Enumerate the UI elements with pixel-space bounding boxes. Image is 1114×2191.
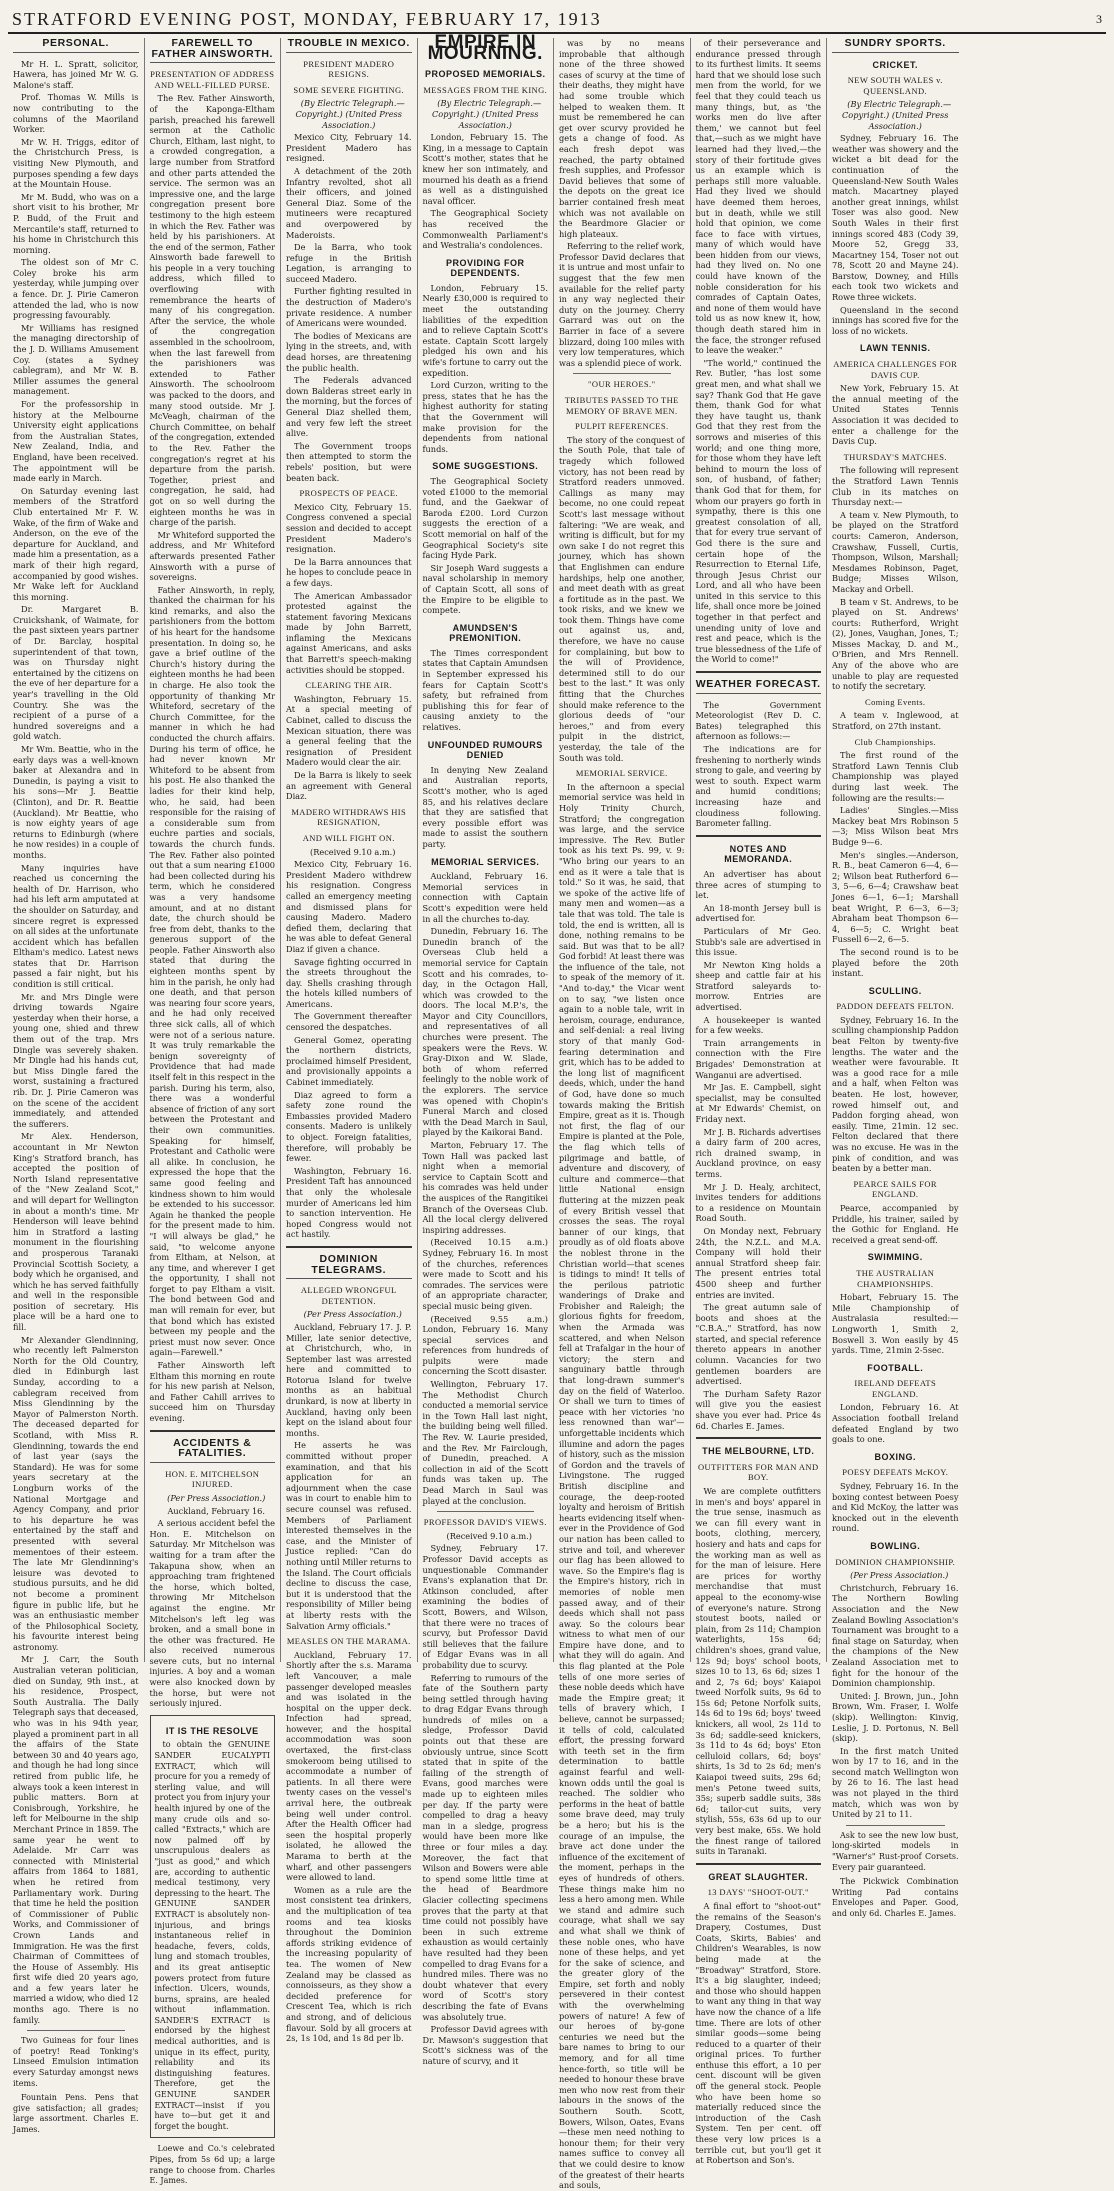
- memorial-paragraphs: [559, 782, 685, 2191]
- article-paragraph: The Government thereafter censored the despatches.: [286, 1011, 412, 1033]
- column-personal: [8, 37, 145, 2134]
- subheading: THURSDAY'S MATCHES.: [843, 451, 947, 462]
- subheading: MEMORIAL SERVICES.: [431, 856, 540, 867]
- article-paragraph: In the afternoon a special memorial service was held in Holy Trinity Church, Stratford; the congregation was large, and the service impressive. The Rev. Butler took as his text Ps. 99, v. 9: "Who bring our years to an end as it were a tale that is told." So it was, he said, that we spoke of the active life of many men and women—as a tale that was told. The tale is told, the end is written, all is done, nothing remains to be said. But was that to be all? God forbid! At least there was the influence of the tale, not to speak of the memory of it. "And to-day," the Vicar went on to say, "we listen once again to a noble tale, writ in heroism, courage, endurance, and self-denial: a real living story of that manly God-fearing determination and grit, which has to be added to the long list of magnificent deeds, which, under the hand of God, have done so much towards making the British Empire, great as it is. Though not first, the flag of our Empire is planted at the Pole, the flag which tells of pilgrimage and battle, of adventure and discovery, of culture and commerce—that little National ensign fluttering at the mizzen peak of every British vessel that crosses the seas. The royal banner of our kings, that proudly as of old floats above the noblest throne in the Christian world—that scenes is tidings to mind! It tells of the perilous patriotic wanderings of Drake and Frobisher and Raleigh; the glorious fights for freedom, when the Armada was scattered, and when Nelson fell at Trafalgar in the hour of victory; the stern and sanguinary battle through that long-drawn summer's day on the field of Waterloo. Or shall we turn to times of peace with her victories 'no less renowned than war'—unforgettable incidents which illumine and adorn the pages of history, such as the mission of Gordon and the travels of Livingstone. The rugged British discipline and courage, the deep-rooted loyalty and heroism of British hearts evidencing itself when-ever in the Providence of God our nation has been called to strive and toil, and wherever our flag has been allowed to wave. So the Empire's flag is the Empire's history, rich in memories of noble men passed away, and of their deeds which shall not pass away. So the colours bear witness to what men of our Empire have done, and to what they will do again. And this flag planted at the Pole tells of one more series of these noble deeds which have made the Empire great; it tells of bravery which, I believe, cannot be surpassed; it tells of cold, calculated effort, the pressing forward with teeth set in the firm determination to battle against fearful and well-known odds until the goal is reached. The soldier who performs in the heat of battle some brave deed, may truly be a hero; but his is the courage of an impulse, the brave act done under the influence of the excitement of the moment, perhaps in the eyes of hundreds of others. These things make him no less a hero among men. While we stand and admire such courage, what shall we say and what shall we think of these noble ones, who have none of these helps, and yet for the sake of science, and the greater glory of the Empire, set forth and nobly persevered in their contest with the overwhelming powers of nature! A few of our heroes of by-gone centuries we need but the bare names to bring to our memory, and for all time hence-forth, so title will be needed to honour these brave men who now rest from their labours in the snows of the Southern South. Scott, Bowers, Wilson, Oates, Evans—these men need nothing to honour them; for their very names suffice to convey all that we could desire to know of the greatest of their hearts and souls,: [559, 781, 685, 2191]
- article-paragraph: The Geographical Society has received the Commonwealth Parliament's and Westralia's condolences.: [422, 208, 548, 251]
- article-paragraph: Diaz agreed to form a safety zone round the Embassies provided Madero consents. Madero is unlikely to object. Foreign fatalities, therefore, will probably be fewer.: [286, 1089, 412, 1164]
- article-paragraph: On Monday next, February 24th, the N.Z.L. and M.A. Company will hold their annual Stratford sheep fair. The present entries total 4500 sheep and further entries are invited.: [695, 1225, 821, 1300]
- article-paragraph: Sydney, February 16. The weather was showery and the wicket a bit dead for the continuation of the Queensland-New South Wales match. Macartney played another great innings, whilst Toser was also good. New South Wales in their first innings scored 483 (Cody 39, Moore 52, Gregg 33, Macartney 154, Toser not out 78, Scott 20 and Mayne 24). Barstow, Downey, and Hills each took two wickets and Rowe three wickets.: [832, 133, 959, 303]
- article-paragraph: A detachment of the 20th Infantry revolted, shot all their officers, and joined General Diaz. Some of the mutineers were recaptured and overpowered by Maderoists.: [286, 165, 412, 240]
- section-heading-weather: WEATHER FORECAST.: [696, 679, 822, 694]
- advertisement: Two Guineas for four lines of poetry! Read Tonking's Linseed Emulsion intimation every Saturday amongst news items.: [13, 2036, 139, 2088]
- article-paragraph: Mr. and Mrs Dingle were driving towards Ngaire yesterday when their horse, a young one, shied and threw them out of the trap. Mrs Dingle was severely shaken. Mr Dingle had his hands cut, but Miss Dingle fared the worst, sustaining a fractured rib. Dr. J. Pirie Cameron was on the scene of the accident immediately, and attended the sufferers.: [13, 991, 139, 1129]
- subheading: SOME SUGGESTIONS.: [432, 461, 539, 472]
- article-paragraph: New York, February 15. At the annual meeting of the United States Tennis Association it was decided to enter a challenge for the Davis Cup.: [832, 383, 959, 447]
- article-paragraph: Mr W. H. Triggs, editor of the Christchurch Press, is visiting New Plymouth, and purposes spending a few days at the Mountain House.: [13, 136, 139, 190]
- divider: [573, 373, 671, 374]
- article-paragraph: Auckland, February 17. Shortly after the s.s. Marama left Vancouver, a male passenger developed measles and was isolated in the hospital on the upper deck. Infection had spread, however, and the hospital accommodation was soon overtaxed, the first-class smokeroom being utilised to accommodate a number of patients. In all there were twenty cases on the vessel's arrival here, the outbreak being well under control. After the Health Officer had seen the hospital properly isolated, he allowed the Marama to berth at the wharf, and other passengers were allowed to land.: [286, 1649, 412, 1883]
- subheading: SCULLING.: [868, 985, 922, 996]
- clearing-paragraphs: [286, 694, 412, 802]
- premonition-paragraphs: [423, 648, 549, 733]
- article-paragraph: The Rev. Father Ainsworth, of the Kaponga-Eltham parish, preached his farewell sermon at the Catholic Church, Eltham, last night, to a crowded congregation, a large number from Stratford and other parts attended the service. The sermon was an impressive one, and the large congregation present bore testimony to the high esteem in which the Rev. Father was held by his parishioners. At the end of the sermon, Father Ainsworth bade farewell to his people in a very touching address, which filled to overflowing with remembrance the hearts of many of his congregation. After the service, the whole of the congregation assembled in the schoolroom, when the last farewell from the parishioners was extended to Father Ainsworth. The schoolroom was packed to the doors, and many stood outside. Mr J. McVeagh, chairman of the Church Committee, on behalf of the congregation, extended to the Rev. Father the congregation's regret at his departure from the parish. Together, priest and congregation, he said, had got on so well during the eighteen months he was in charge of the parish.: [149, 93, 275, 528]
- subheading: SOME SEVERE FIGHTING.: [293, 84, 405, 95]
- section-heading-accidents: ACCIDENTS & FATALITIES.: [150, 1438, 276, 1463]
- article-paragraph: A serious accident befel the Hon. E. Mitchelson on Saturday. Mr Mitchelson was waiting for a tram after the Takapuna show, when an approaching tram frightened the horse, which bolted, throwing Mr Mitchelson against the engine. Mr Mitchelson's left leg was broken, and a small bone in the other was fractured. He also received numerous severe cuts, but no internal injuries. A boy and a woman were also knocked down by the horse, but were not seriously injured.: [149, 1518, 275, 1709]
- subheading: HON. E. MITCHELSON INJURED.: [165, 1468, 260, 1490]
- subheading: SWIMMING.: [867, 1252, 923, 1263]
- bowling-paragraphs: [832, 1583, 959, 1820]
- article-paragraph: Wellington, February 17. The Methodist Church conducted a memorial service in the Town Hall last night, the building being well filled. The Rev. W. Laurie presided, and the Rev. Mr Fairclough, of Dunedin, preached. A collection in aid of the Scott funds was taken up. The Dead March in Saul was played at the conclusion.: [422, 1379, 548, 1506]
- column-ainsworth: [145, 37, 282, 2186]
- subheading: LAWN TENNIS.: [860, 343, 931, 354]
- empire-paragraphs: [423, 132, 549, 251]
- notes-paragraphs: [696, 869, 822, 1431]
- divider: [696, 1437, 822, 1439]
- subheading: DOMINION CHAMPIONSHIP.: [835, 1556, 956, 1567]
- subheading: ALLEGED WRONGFUL DETENTION.: [300, 1285, 397, 1306]
- source-line: (By Electric Telegraph.—Copyright.) (United Press Association.): [842, 99, 952, 131]
- article-paragraph: Women as a rule are the most consistent tea drinkers, and the multiplication of tea rooms and tea kiosks throughout the Dominion affords striking evidence of the increasing popularity of tea. The women of New Zealand may be classed as connoisseurs, as they show a decided preference for Crescent Tea, which is rich and strong, and of delicious flavour. Sold by all grocers at 2s, 1s 10d, and 1s 8d per lb.: [286, 1884, 412, 2044]
- article-paragraph: (Received 10.15 a.m.) Sydney, February 16. In most of the churches, references were made to Scott and his comrades. The services were of an appropriate character, special music being given.: [422, 1237, 548, 1311]
- subheading: NEW SOUTH WALES v. QUEENSLAND.: [847, 75, 943, 96]
- article-paragraph: The second round is to be played before the 20th instant.: [832, 946, 959, 979]
- source-line: (By Electric Telegraph.—Copyright.) (United Press Association.): [432, 98, 542, 130]
- article-paragraph: A housekeeper is wanted for a few weeks.: [695, 1014, 821, 1036]
- article-paragraph: Sir Joseph Ward suggests a naval scholarship in memory of Captain Scott, all sons of the Empire to be eligible to compete.: [422, 562, 548, 616]
- boxing-paragraphs: [832, 1481, 959, 1534]
- divider: [286, 1246, 412, 1248]
- column-empire: [418, 32, 555, 2066]
- advertisement: Loewe and Co.'s celebrated Pipes, from 5s 6d up; a large range to choose from. Charles E. James.: [149, 2144, 275, 2186]
- subheading: IRELAND DEFEATS ENGLAND.: [854, 1378, 937, 1399]
- subheading: FOOTBALL.: [867, 1362, 924, 1373]
- article-paragraph: The Government troops then attempted to storm the rebels' position, but were beaten back.: [286, 440, 412, 483]
- article-paragraph: Many inquiries have reached us concerning the health of Dr. Harrison, who had his left arm amputated at the shoulder on Saturday, and sincere regret is expressed on all sides at the unfortunate accident which has befallen Eltham's medico. Latest news states that Dr. Harrison passed a fair night, but his condition is still critical.: [13, 862, 139, 990]
- subheading: PRESENTATION OF ADDRESS AND WELL-FILLED PURSE.: [150, 69, 275, 90]
- subheading: PEARCE SAILS FOR ENGLAND.: [853, 1178, 937, 1200]
- article-paragraph: Ladies' Singles.—Miss Mackey beat Mrs Robinson 5—3; Miss Wilson beat Mrs Budge 9—6.: [832, 805, 959, 847]
- article-paragraph: Mr Jas. E. Campbell, sight specialist, may be consulted at Mr Edwards' Chemist, on Friday next.: [695, 1082, 821, 1124]
- swimming-paragraphs: [832, 1292, 959, 1356]
- services-paragraphs: [423, 871, 549, 1506]
- pearce-paragraphs: [832, 1203, 959, 1245]
- dateline: Auckland, February 16.: [167, 1505, 265, 1516]
- section-heading-notes: NOTES AND MEMORANDA.: [724, 843, 793, 865]
- subheading: AMUNDSEN'S PREMONITION.: [449, 622, 522, 644]
- article-paragraph: Mexico City, February 14. President Madero has resigned.: [286, 132, 412, 164]
- advertisement: Fountain Pens. Pens that give satisfaction; all grades; large assortment. Charles E. James.: [13, 2093, 139, 2134]
- suggestions-paragraphs: [423, 476, 549, 616]
- columns: [8, 32, 1106, 2191]
- accident-paragraphs: [150, 1518, 276, 1709]
- article-paragraph: The Times correspondent states that Captain Amundsen in September expressed his fears for Captain Scott's safety, but refrained from publishing this for fear of causing anxiety to the relatives.: [422, 647, 548, 733]
- dependents-paragraphs: [423, 283, 549, 455]
- article-paragraph: Sydney, February 16. In the sculling championship Paddon beat Felton by twenty-five lengths. The water and the weather were favourable. It was a good race for a mile and a half, when Felton was beaten. He lost, however, rowed himself out, and Paddon forging ahead, won easily. Time, 21min. 12 sec. Felton declared that there was no excuse. He was in the pink of condition, and was beaten by a better man.: [832, 1014, 959, 1174]
- column-sports: [827, 37, 964, 1918]
- subheading: AMERICA CHALLENGES FOR DAVIS CUP.: [833, 359, 958, 380]
- section-heading-mexico: TROUBLE IN MEXICO.: [286, 38, 412, 53]
- column-heroes: [554, 38, 691, 2191]
- continued-paragraphs: [696, 38, 822, 665]
- article-paragraph: The American Ambassador protested against the statement favoring Mexicans made by John Barrett, inflaming the Mexicans against Americans, and asks that Barrett's speech-making activities should be stopped.: [286, 590, 412, 675]
- article-paragraph: A final effort to "shoot-out" the remains of the Season's Drapery, Costumes, Dust Coats, Skirts, Babies' and Children's Wearables, is now being made at the "Broadway" Stratford, Store. It's a big slaughter, indeed; and those who should happen to want any thing in that way have now the chance of a life time. There are lots of other similar goods—some being reduced to a quarter of their original prices. To further enthuse this effort, a 10 per cent. discount will be given off the general stock. People who have been home so materially reduced since the introduction of the Cash System. Ten per cent. off these very low prices is a terrible cut, but you'll get it at Robertson and Son's.: [695, 1900, 821, 2166]
- football-paragraphs: [832, 1402, 959, 1444]
- personal-paragraphs: [13, 59, 139, 2026]
- sculling-paragraphs: [832, 1015, 959, 1174]
- article-paragraph: The Federals advanced down Balderas street early in the morning, but the forces of General Diaz shelled them, and very few left the street alive.: [286, 375, 412, 439]
- article-paragraph: On Saturday evening last members of the Stratford Club entertained Mr F. W. Wake, of the firm of Wake and Anderson, on the eve of the departure for Auckland, and made him a presentation, as a mark of their high regard, accompanied by good wishes. Mr Wake left for Auckland this morning.: [13, 485, 139, 602]
- sander-advertisement: [150, 1715, 276, 2139]
- subheading: PROSPECTS OF PEACE.: [299, 488, 399, 499]
- tennis-paragraphs: [832, 383, 959, 447]
- melbourne-paragraphs: [696, 1486, 822, 1857]
- weather-paragraphs: [696, 700, 822, 829]
- subheading: PULPIT REFERENCES.: [575, 421, 669, 432]
- article-paragraph: Father Ainsworth, in reply, thanked the chairman for his kind remarks, and also the parishioners from the bottom of his heart for the handsome presentation. In doing so, he gave a brief outline of the Church's history during the eighteen months he had been in charge. He also took the opportunity of thanking Mr Whiteford, secretary of the Church Committee, for the manner in which he had conducted the church affairs. During his term of office, he had never known Mr Whiteford to be absent from his post. He also thanked the ladies for their kind help, who, he said, had been responsible for the raising of a considerable sum from euchre parties and socials, towards the church funds. The Rev. Father also pointed out that a sum nearing £1000 had been collected during his term, which he considered was a very handsome amount, and at no distant date, the church should be free from debt, thanks to the generous support of the people. Father Ainsworth also stated that during the eighteen months spent by him in the parish, he only had one death, and that person was nearing four score years, and he had only received three sick calls, all of which were not of a serious nature. It was truly remarkable the benign sovereignty of Providence that had made itself felt in this respect in the parish. During his term, also, there was a wonderful absence of friction of any sort between the Protestant and their own communities. Speaking for himself, Protestant and Catholic were all alike. In conclusion, he expressed the hope that the same good feeling and kindness shown to him would be extended to his successor. Again he thanked the people for the present made to him. "I will always be glad," he said, "to welcome anyone from Eltham, at Nelson, at any time, and wherever I get the opportunity, I shall not forget to pay Eltham a visit. The bond between God and man will remain for ever, but that bond which has existed between my people and the priest must now sever. Once again—Farewell.": [149, 584, 276, 1358]
- divider: [846, 1825, 945, 1826]
- subheading: AND WILL FIGHT ON.: [302, 832, 395, 843]
- article-paragraph: The story of the conquest of the South Pole, that tale of tragedy which followed victory, has not been read by Stratford readers unmoved. Callings as many may become, no one could repeat Scott's last message without faltering: "We are weak, and writing is difficult, but for my own sake I do not regret this journey, which has shown that Englishmen can endure hardships, help one another, and meet death with as great a fortitude as in the past. We took risks, and we knew we took them. Things have come out against us, and, therefore, we have no cause for complaining, but bow to the will of Providence, determined still to do our best to the last." It was only fitting that the Churches should make reference to the glorious deeds of "our heroes," and from every pulpit in the district, yesterday, the tale of the South was told.: [559, 434, 685, 763]
- source-line: (Per Press Association.): [850, 1570, 949, 1581]
- article-paragraph: Mr Alex. Henderson, accountant in Mr Newton King's Stratford branch, has accepted the position of North Island representative of the "New Zealand Scot," and will depart for Wellington in about a month's time. Mr Henderson will leave behind him in Stratford a lasting monument in the flourishing and prosperous Taranaki Provincial Scottish Society, a body which he organised, and which he has served faithfully and well in the responsible position of secretary. His place will be a hard one to fill.: [13, 1131, 139, 1333]
- rumours-paragraphs: [423, 765, 549, 850]
- article-paragraph: The great autumn sale of boots and shoes at the "C.B.A.," Stratford, has now started, and special reference thereto appears in another column. Vacancies for two gentlemen boarders are advertised.: [695, 1302, 821, 1387]
- article-paragraph: Train arrangements in connection with the Fire Brigades' Demonstration at Wanganui are advertised.: [695, 1037, 821, 1080]
- subheading: POESY DEFEATS McKOY.: [842, 1467, 949, 1478]
- article-paragraph: Mr J. D. Healy, architect, invites tenders for additions to a residence on Mountain Road South.: [695, 1181, 821, 1224]
- advertisement: Ask to see the new low bust, long-skirted models in "Warner's" Rust-proof Corsets. Every pair guaranteed.: [832, 1830, 959, 1872]
- article-paragraph: Washington, February 15. At a special meeting of Cabinet, called to discuss the Mexican situation, there was a general feeling that the resignation of President Madero would clear the air.: [286, 693, 412, 768]
- ad-heading: IT IS THE RESOLVE: [165, 1725, 259, 1736]
- article-paragraph: Auckland, February 17. J. P. Miller, late senior detective, at Christchurch, who, in September last was arrested here and committed to Rotorua Island for twelve months as an habitual drunkard, is now at liberty in Auckland, having only been kept on the island about four months.: [286, 1321, 412, 1438]
- article-paragraph: Prof. Thomas W. Mills is now contributing to the columns of the Maoriland Worker.: [13, 92, 139, 135]
- club-paragraphs: [832, 750, 959, 978]
- article-paragraph: (Received 9.55 a.m.) London, February 16. Many special services and references from hundreds of pulpits were made concerning the Scott disaster.: [422, 1313, 548, 1377]
- article-paragraph: of their perseverance and endurance pressed through to its furthest limits. It seems hard that we should lose such men from the world, for we feel that they could teach us many things, but, as 'the works men do live after them,' we cannot but feel that,—such as we might have learned had they lived,—the story of their fortitude gives us an example which is perhaps still more valuable. Had they lived we should have deemed them heroes, but in death, while we still hold that opinion, we come face to face with virtues, many of which would have been hidden from our views, had they lived on. No one could have known of the noble consideration for his comrades of Captain Oates, and none of them would have told us as now knew it, how, though death stared him in the face, the stronger refused to leave the weaker.": [695, 38, 821, 356]
- article-paragraph: The Geographical Society voted £1000 to the memorial fund, and the Gaekwar of Baroda £200. Lord Curzon suggests the erection of a Scott memorial on half of the Geographical Society's site facing Hyde Park.: [422, 475, 548, 561]
- article-paragraph: Sydney, February 17. Professor David accepts as unquestionable Commander Evans's explanation that Dr. Atkinson concluded, after examining the bodies of Scott, Bowers, and Wilson, that there were no traces of scurvy, but Professor David still believes that the failure of Edgar Evans was in all probability due to scurvy.: [422, 1543, 548, 1670]
- article-paragraph: Auckland, February 16. Memorial services in connection with Captain Scott's expedition were held in all the churches to-day.: [422, 871, 548, 924]
- article-paragraph: Queensland in the second innings has scored five for the loss of no wickets.: [832, 304, 959, 336]
- section-heading-sports: SUNDRY SPORTS.: [832, 38, 959, 53]
- divider: [696, 671, 822, 673]
- article-paragraph: He asserts he was committed without proper examination, and that his application for an adjournment when the case was in court to enable him to secure counsel was refused. Members of Parliament interested themselves in the case, and the Minister of Justice replied: "Can do nothing until Miller returns to the Island. The Court officials decline to discuss the case, but it is understood that the responsibility of Miller being at liberty rests with the Salvation Army officials.": [286, 1440, 412, 1631]
- article-paragraph: In the first match United won by 17 to 16, and in the second match Wellington won by 26 to 16. The last head was not played in the third match, which was won by United by 21 to 11.: [832, 1745, 959, 1820]
- article-paragraph: De la Barra is likely to seek an agreement with General Diaz.: [286, 770, 412, 802]
- divider: [27, 2030, 125, 2031]
- subheading: PRESIDENT MADERO RESIGNS.: [303, 58, 395, 80]
- received-line: (Received 9.10 a.m.): [446, 1530, 532, 1541]
- article-paragraph: Pearce, accompanied by Priddle, his trainer, sailed by the Gothic for England. He received a great send-off.: [832, 1202, 959, 1245]
- article-paragraph: Sydney, February 16. In the boxing contest between Poesy and Kid McKoy, the latter was knocked out in the eleventh round.: [832, 1481, 959, 1534]
- section-heading-ainsworth: FAREWELL TO FATHER AINSWORTH.: [150, 38, 276, 63]
- article-paragraph: Mr M. Budd, who was on a short visit to his brother, Mr P. Budd, of the Fruit and Mercantile's staff, returned to his home in Christchurch this morning.: [13, 191, 139, 255]
- detention-paragraphs: [286, 1322, 412, 1631]
- article-paragraph: Professor David agrees with Dr. Mawson's suggestion that Scott's sickness was of the nature of scurvy, and it: [422, 2024, 548, 2066]
- article-paragraph: Savage fighting occurred in the streets throughout the day. Shells crashing through the hotels killed numbers of Americans.: [286, 956, 412, 1009]
- divider: [696, 1863, 822, 1865]
- article-paragraph: Mexico City, February 16. President Madero withdrew his resignation. Congress called an emergency meeting and dismissed plans for causing Madero. Madero defied them, declaring that he was able to defeat General Diaz if given a chance.: [286, 859, 412, 954]
- article-paragraph: London, February 16. At Association football Ireland defeated England by two goals to one.: [832, 1402, 959, 1445]
- advertisement: The Pickwick Combination Writing Pad contains Envelopes and Paper. Good, and only 6d. Charles E. James.: [832, 1877, 959, 1918]
- subheading: CRICKET.: [872, 59, 918, 70]
- mexico-paragraphs: [286, 132, 412, 483]
- measles-paragraphs: [286, 1650, 412, 2044]
- article-paragraph: Mexico City, February 15. Congress convened a special session and decided to accept President Madero's resignation.: [286, 501, 412, 555]
- source-line: (Per Press Association.): [303, 1309, 402, 1320]
- slaughter-paragraphs: [696, 1901, 822, 2166]
- article-paragraph: An advertiser has about three acres of stumping to let.: [695, 868, 821, 901]
- page-number: 3: [1096, 11, 1102, 26]
- article-paragraph: For the professorship in history at the Melbourne University eight applications from the Australian States, New Zealand, India, and England, have been received. The appointment will be made early in March.: [13, 399, 139, 484]
- article-paragraph: Mr J. Carr, the South Australian veteran politician, died on Sunday, 9th inst., at his residence, Prospect, South Australia. The Daily Telegraph says that deceased, who was in his 94th year, played a prominent part in all the affairs of the State between 30 and 40 years ago, and though he had long since retired from public life, he always took a keen interest in public matters. Born at Conisbrough, Yorkshire, he left for Melbourne in the ship Merchant Prince in 1859. The same year he went to Adelaide. Mr Carr was connected with Ministerial affairs from 1864 to 1881, when he retired from Parliamentary work. During that time he held the position of Commissioner of Public Works, and Commissioner of Crown Lands and Immigration. He was the first Chairman of Committees of the House of Assembly. His first wife died 20 years ago, and a few years later he married a widow, who died 12 months ago. There is no family.: [13, 1654, 139, 2025]
- subheading: TRIBUTES PASSED TO THE MEMORY OF BRAVE MEN.: [564, 395, 679, 416]
- divider: [696, 835, 822, 837]
- article-paragraph: Mr H. L. Spratt, solicitor, Hawera, has joined Mr W. G. Malone's staff.: [13, 58, 139, 90]
- subheading: 13 DAYS' "SHOOT-OUT.": [707, 1887, 809, 1898]
- article-paragraph: B team v St. Andrews, to be played on St. Andrews' courts: Rutherford, Wright (2), Jones, Vaughan, Jones, T.; Misses Mackay, D. and M., O'Brien, and Mrs Rennell. Any of the above who are unable to play are requested to notify the secretary.: [832, 596, 959, 692]
- section-heading-empire: EMPIRE IN MOURNING.: [427, 32, 543, 64]
- divider: [437, 1511, 535, 1512]
- article-paragraph: London, February 15. The King, in a message to Captain Scott's mother, states that he knew her son intimately, and mourned his death as a friend as well as a distinguished naval officer.: [422, 132, 548, 206]
- article-paragraph: Mr Alexander Glendinning, who recently left Palmerston North for the Old Country, died in Edinburgh last Sunday, according to a cablegram received from Miss Glendinning by the Mayor of Palmerston North. The deceased departed for Scotland, with Miss R. Glendinning, towards the end of last year (says the Standard). He was for some years secretary at the Longburn works of the National Mortgage and Agency Company, and prior to his departure he was entertained by the staff and presented with several mementoes of their esteem. The late Mr Glendinning's leisure was devoted to studious pursuits, and he did not become a prominent figure in public life, but he was an enthusiastic member of the Philosophical Society, his favourite interest being astronomy.: [13, 1334, 139, 1652]
- section-heading-personal: PERSONAL.: [13, 38, 139, 53]
- divider: [150, 1430, 276, 1432]
- subheading: MEMORIAL SERVICE.: [575, 768, 668, 779]
- article-paragraph: Men's singles.—Anderson, R. B., beat Cameron 6—4, 6—2; Wilson beat Rutherford 6—3, 5—6, 6—4; Crawshaw beat Jones 6—1, 6—1; Marshall beat Wright, P. 6—3, 6—3; Abraham beat Thompson 6—4, 6—5; C. Wright beat Fussell 6—2, 6—5.: [832, 849, 959, 945]
- cricket-paragraphs: [832, 133, 959, 336]
- subheading: BOXING.: [874, 1451, 916, 1462]
- article-paragraph: Washington, February 16. President Taft has announced that only the wholesale murder of Americans led him to sanction intervention. He hoped Congress would not act hastily.: [286, 1165, 412, 1240]
- ad-text: to obtain the GENUINE SANDER EUCALYPTI EXTRACT, which will procure for you a remedy of sterling value, and will protect you from injury your health injured by one of the many crude oils and so-called "Extracts," which are now palmed off by unscrupulous dealers as "just as good," and which are, according to authentic medical testimony, very depressing to the heart. The GENUINE SANDER EXTRACT is absolutely non-injurious, and brings instantaneous relief in headache, fevers, colds, lung and stomach troubles, and its great antiseptic powers protect from future infection. Ulcers, wounds, burns, sprains, are healed without inflammation. SANDER'S EXTRACT is endorsed by the highest medical authorities, and is unique in its effect, purity, reliability and its distinguishing features. Therefore, get the GENUINE SANDER EXTRACT—insist if you have to—but get it and forget the bought.: [154, 1740, 270, 2131]
- subheading: BOWLING.: [870, 1541, 921, 1551]
- madero-paragraphs: [286, 859, 412, 1240]
- subheading: MADERO WITHDRAWS HIS RESIGNATION,: [291, 806, 407, 828]
- ainsworth-paragraphs: [150, 93, 276, 1423]
- continued-paragraphs: [559, 38, 685, 368]
- section-heading-slaughter: GREAT SLAUGHTER.: [708, 1871, 809, 1882]
- article-paragraph: De la Barra, who took refuge in the British Legation, is arranging to succeed Madero.: [286, 242, 412, 284]
- column-mexico: [281, 37, 418, 2044]
- article-paragraph: We are complete outfitters in men's and boys' apparel in the true sense, inasmuch as we can fill every want in boots, clothing, mercery, hosiery and hats and caps for the working man as well as for the man of leisure. Here are prices for worthy merchandise that must appeal to the economy-wise of everyone's nature. Strong stoutest boots, nailed or plain, from 2s 11d; Champion waterlights, 15s 6d; children's shoes, grand value, 12s 9d; boys' school boots, sizes 10 to 13, 6s 6d; sizes 1 and 2, 7s 6d; boys' Kaiapoi tweed Norfolk suits, 9s 6d to 15s 6d; Petone Norfolk suits, 14s 6d to 19s 6d; boys' tweed knickers, all wool, 2s 11d to 3s 6d; saddle-seed knickers, 3s 11d to 4s 6d; boys' Eton celluloid collars, 6d; boys' shirts, 1s 3d to 2s 6d; men's Kaiapoi tweed suits, 29s 6d; men's Petone tweed suits, 35s; superb saddle suits, 38s 6d; tailor-cut suits, very stylish, 55s, 63s 6d up to our very best make, 65s. We hold the finest range of tailored suits in Taranaki.: [695, 1486, 821, 1857]
- subheading: PROVIDING FOR DEPENDENTS.: [445, 257, 525, 279]
- thursday-paragraphs: [832, 465, 959, 691]
- article-paragraph: was by no means improbable that although none of the three showed cases of scurvy at the time of their deaths, they might have had some trouble which helped to weaken them. It must be remembered he can get over scurvy provided he gets a change of food. As each fresh depot was reached, the party obtained fresh supplies, and Professor David believes that some of the depots on the great ice barrier contained fresh meat which was not available on the Beardmore Glacier or high plateaux.: [559, 38, 685, 239]
- article-paragraph: Dunedin, February 16. The Dunedin branch of the Overseas Club held a memorial service for Captain Scott and his comrades, to-day, in the Octagon Hall, which was crowded to the doors. The local M.P.'s, the Mayor and City Councillors, and representatives of all churches were present. The speakers were the Revs. W. Gray-Dixon and W. Slade, both of whom referred feelingly to the noble work of the explorers. The service was opened with Chopin's Funeral March and closed with the Dead March in Saul, played by the Kaikorai Band.: [422, 926, 548, 1138]
- article-paragraph: Marton, February 17. The Town Hall was packed last night when a memorial service to Captain Scott and his comrades was held under the auspices of the Rangitikei Branch of the Overseas Club. All the local clergy delivered inspiring addresses.: [422, 1140, 548, 1235]
- article-paragraph: Mr Wm. Beattie, who in the early days was a well-known baker at Alexandra and in Dunedin, is paying a visit to his sons—Mr J. Beattie (Clinton), and Dr. R. Beattie (Auckland). Mr Beattie, who is now eighty years of age returns to Edinburgh (where he now resides) in a couple of months.: [13, 744, 139, 860]
- subheading: Coming Events.: [865, 696, 926, 707]
- subheading: PROFESSOR DAVID'S VIEWS.: [423, 1517, 547, 1528]
- article-paragraph: Christchurch, February 16. The Northern Bowling Association and the New Zealand Bowling Association's Tournament was brought to a final stage on Saturday, when the champions of the New Zealand Association met to fight for the honour of the Dominion championship.: [832, 1582, 959, 1689]
- peace-paragraphs: [286, 502, 412, 676]
- article-paragraph: Hobart, February 15. The Mile Championship of Australasia resulted:—Longworth 1, Smith 2, Boswell 3. Won easily by 45 yards. Time, 21min 2-5sec.: [832, 1292, 959, 1356]
- article-paragraph: De la Barra announces that he hopes to conclude peace in a few days.: [286, 556, 412, 588]
- article-paragraph: A team v. Inglewood, at Stratford, on 27th instant.: [832, 710, 959, 732]
- article-paragraph: Mr Williams has resigned the managing directorship of the J. D. Williams Amusement Coy. (states a Sydney cablegram), and Mr W. B. Miller assumes the general management.: [13, 322, 139, 397]
- masthead-title: STRATFORD EVENING POST, MONDAY, FEBRUARY 17, 1913: [12, 8, 602, 29]
- section-heading-melbourne: THE MELBOURNE, LTD.: [702, 1446, 815, 1457]
- pulpit-paragraphs: [559, 435, 685, 763]
- source-line: (Per Press Association.): [167, 1492, 266, 1503]
- section-heading-dominion: DOMINION TELEGRAMS.: [286, 1254, 412, 1279]
- source-line: (By Electric Telegraph.—Copyright.) (United Press Association.): [295, 98, 405, 130]
- article-paragraph: The Government Meteorologist (Rev D. C. Bates) telegraphed this afternoon as follows:—: [695, 699, 821, 742]
- article-paragraph: Mr J. B. Richards advertises a dairy farm of 200 acres, rich drained swamp, in Auckland province, on easy terms.: [695, 1126, 821, 1179]
- david-paragraphs: [423, 1543, 549, 2066]
- subheading: PROPOSED MEMORIALS.: [424, 69, 546, 80]
- article-paragraph: Referring to the relief work, Professor David declares that it is untrue and most unfair to suggest that the few men available for the relief party in any way neglected their duty on the journey. Cherry Garrard was out on the Barrier in face of a severe blizzard, doing 100 miles with very low temperatures, which was a splendid piece of work.: [559, 241, 685, 368]
- article-paragraph: An 18-month Jersey bull is advertised for.: [695, 902, 821, 924]
- article-paragraph: Mr Whiteford supported the address, and Mr Whiteford afterwards presented Father Ainsworth with a purse of sovereigns.: [149, 529, 275, 583]
- article-paragraph: Dr. Margaret B. Cruickshank, of Waimate, for the past sixteen years partner of Dr. Barclay, hospital superintendent of that town, was on Thursday night entertained by the citizens on the eve of her departure for a year's travelling in the Old Country. She was the recipient of a purse of a hundred sovereigns and a gold watch.: [13, 604, 139, 742]
- subheading: "OUR HEROES.": [588, 379, 656, 390]
- masthead: [8, 6, 1106, 34]
- coming-paragraphs: [832, 710, 959, 731]
- article-paragraph: "The world," continued the Rev. Butler, "has lost some great men, and what shall we say? Thank God that He gave them, thank God for what they have taught us, thank God that they rest from the sorrows and miseries of this world; and one thing more, for those whom they have left behind to mourn the loss of son, of husband, of father; thank God that for them, for whom our prayers go forth in sympathy, there is this one greatest consolation of all, that for every true servant of God there is the sure and certain hope of the Resurrection to Eternal Life, through Jesus Christ our Lord, and all who have been united in this service to this life, shall once more be joined together in that perfect and unending unity of love and rest and peace, which is the true blessedness of the Life of the World to come!": [695, 357, 821, 665]
- article-paragraph: A team v. New Plymouth, to be played on the Stratford courts: Cameron, Anderson, Crawshaw, Fussell, Curtis, Thompson, Wilson, Marshall; Mesdames Robinson, Paget, Budge; Misses Wilson, Mackay and Orbell.: [832, 509, 959, 594]
- article-paragraph: The oldest son of Mr C. Coley broke his arm yesterday, while jumping over a fence. Dr. J. Pirie Cameron attended the lad, who is now progressing favourably.: [13, 257, 139, 321]
- subheading: MEASLES ON THE MARAMA.: [286, 1636, 411, 1647]
- article-paragraph: Father Ainsworth left Eltham this morning en route for his new parish at Nelson, and Father Cahill arrives to succeed him on Thursday evening.: [149, 1360, 275, 1423]
- article-paragraph: Referring to rumours of the fate of the Southern party being settled through having to drag Edgar Evans through hundreds of miles on a sledge, Professor David points out that these are obviously untrue, since Scott stated that in spite of the failing of the strength of Evans, good marches were made up to eighteen miles per day. If the party were compelled to drag a heavy man in a sledge, progress would have been more like three or four miles a day. Moreover, the fact that Wilson and Bowers were able to spend some little time at the head of Beardmore Glacier collecting specimens proves that the party at that time could not possibly have been in such extreme exhaustion as would certainly have resulted had they been compelled to drag Evans for a hundred miles. There was no doubt whatever that every word of Scott's story describing the fate of Evans was absolutely true.: [422, 1672, 548, 2022]
- subheading: UNFOUNDED RUMOURS DENIED: [427, 739, 543, 761]
- article-paragraph: Further fighting resulted in the destruction of Madero's private residence. A number of Americans were wounded.: [286, 286, 412, 329]
- article-paragraph: The bodies of Mexicans are lying in the streets, and, with dead horses, are threatening the public health.: [286, 330, 412, 373]
- subheading: OUTFITTERS FOR MAN AND BOY.: [698, 1461, 819, 1483]
- subheading: THE AUSTRALIAN CHAMPIONSHIPS.: [856, 1267, 935, 1289]
- article-paragraph: The first round of the Stratford Lawn Tennis Club Championship was played during last week. The following are the results:—: [832, 750, 959, 803]
- article-paragraph: London, February 15. Nearly £30,000 is required to meet the outstanding liabilities of the expedition and to relieve Captain Scott's estate. Captain Scott largely pledged his own and his wife's fortune to carry out the expedition.: [422, 282, 548, 378]
- subheading: Club Championships.: [854, 736, 936, 747]
- subheading: PADDON DEFEATS FELTON.: [836, 1001, 955, 1012]
- article-paragraph: In denying New Zealand and Australian reports, Scott's mother, who is aged 85, and his relatives declare that they are satisfied that every possible effort was made to assist the southern party.: [422, 764, 548, 849]
- subheading: MESSAGES FROM THE KING.: [423, 84, 548, 95]
- article-paragraph: Lord Curzon, writing to the press, states that he has the highest authority for stating that the Government will make provision for the dependents from national funds.: [422, 380, 548, 454]
- article-paragraph: United: J. Brown, jun., John Brown, Wm. Fraser, I. Wolfe (skip). Wellington: Kinvig, Leslie, J. D. Portonus, N. Bell (skip).: [832, 1690, 959, 1744]
- article-paragraph: Particulars of Mr Geo. Stubb's sale are advertised in this issue.: [695, 925, 821, 958]
- article-paragraph: The Durham Safety Razor will give you the easiest shave you ever had. Price 4s 6d. Charles E. James.: [695, 1388, 821, 1431]
- received-line: (Received 9.10 a.m.): [310, 846, 396, 857]
- article-paragraph: General Gomez, operating the northern districts, proclaimed himself President, and provisionally appoints a Cabinet immediately.: [286, 1034, 412, 1088]
- article-paragraph: The indications are for freshening to northerly winds strong to gale, and veering by west to south. Expect warm and humid conditions; increasing haze and cloudiness following. Barometer falling.: [695, 744, 821, 829]
- column-weather: [691, 38, 828, 2166]
- article-paragraph: Mr Newton King holds a sheep and cattle fair at his Stratford saleyards to-morrow. Entries are advertised.: [695, 959, 821, 1013]
- subheading: CLEARING THE AIR.: [305, 680, 393, 691]
- article-paragraph: The following will represent the Stratford Lawn Tennis Club in its matches on Thursday next:—: [832, 465, 959, 508]
